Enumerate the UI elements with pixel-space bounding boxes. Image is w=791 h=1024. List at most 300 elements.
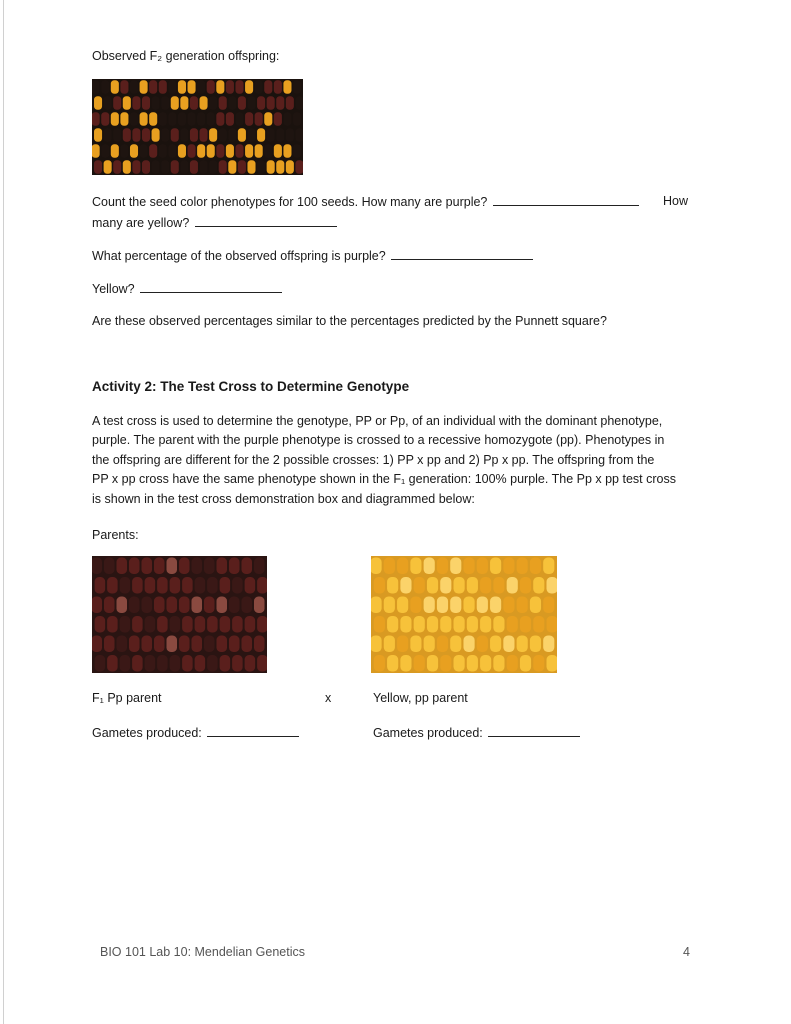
corn-kernel (159, 144, 167, 157)
corn-kernel (467, 655, 478, 671)
corn-kernel (132, 616, 143, 632)
corn-kernel (182, 616, 193, 632)
corn-kernel (283, 80, 291, 93)
corn-kernel (107, 616, 118, 632)
corn-kernel (283, 112, 291, 125)
corn-kernel (440, 577, 451, 593)
corn-kernel (200, 128, 208, 141)
corn-kernel (533, 616, 544, 632)
corn-kernel (92, 558, 102, 574)
corn-kernel (267, 160, 275, 173)
corn-kernel (238, 160, 246, 173)
corn-kernel (179, 597, 190, 613)
gametes-right-blank[interactable] (488, 724, 580, 737)
percent-yellow-blank[interactable] (140, 280, 282, 293)
corn-kernel (293, 144, 301, 157)
corn-kernel (255, 112, 263, 125)
corn-kernel (217, 597, 228, 613)
corn-kernel (440, 616, 451, 632)
corn-kernel (190, 160, 198, 173)
page-number: 4 (683, 945, 690, 959)
corn-kernel (167, 558, 178, 574)
corn-kernel (397, 558, 408, 574)
corn-kernel (374, 577, 385, 593)
corn-kernel (400, 616, 411, 632)
corn-kernel (170, 616, 181, 632)
corn-kernel (142, 597, 153, 613)
corn-kernel (543, 597, 554, 613)
corn-kernel (264, 80, 272, 93)
yellow-count-blank[interactable] (195, 214, 337, 227)
observed-f2-label: Observed F₂ generation offspring: (92, 49, 280, 63)
corn-kernel (197, 80, 205, 93)
corn-kernel (477, 597, 488, 613)
corn-kernel (92, 80, 100, 93)
corn-kernel (161, 96, 169, 109)
corn-kernel (226, 144, 234, 157)
corn-kernel (257, 96, 265, 109)
corn-kernel (229, 558, 240, 574)
activity2-heading: Activity 2: The Test Cross to Determine Genotype (92, 379, 410, 394)
corn-kernel (454, 577, 465, 593)
corn-kernel (178, 80, 186, 93)
corn-kernel (414, 655, 425, 671)
corn-kernel (170, 577, 181, 593)
corn-kernel (170, 655, 181, 671)
corn-kernel (374, 655, 385, 671)
corn-kernel (190, 96, 198, 109)
corn-kernel (130, 144, 138, 157)
corn-kernel (95, 616, 106, 632)
purple-corn-photo (92, 556, 267, 673)
corn-kernel (424, 636, 435, 652)
corn-kernel (145, 616, 156, 632)
corn-kernel (547, 616, 557, 632)
yellow-percentage-question (92, 280, 282, 297)
corn-kernel (161, 160, 169, 173)
corn-kernel (149, 112, 157, 125)
gametes-left (92, 724, 299, 741)
corn-kernel (182, 577, 193, 593)
corn-kernel (410, 558, 421, 574)
corn-kernel (530, 636, 541, 652)
gametes-left-blank[interactable] (207, 724, 299, 737)
corn-kernel (117, 597, 128, 613)
corn-kernel (517, 636, 528, 652)
corn-kernel (197, 112, 205, 125)
corn-kernel (427, 577, 438, 593)
corn-kernel (220, 655, 231, 671)
corn-kernel (247, 128, 255, 141)
corn-kernel (286, 96, 294, 109)
corn-kernel (104, 636, 115, 652)
corn-kernel (493, 616, 504, 632)
corn-kernel (517, 558, 528, 574)
corn-kernel (104, 160, 112, 173)
corn-kernel (157, 577, 168, 593)
corn-kernel (410, 597, 421, 613)
yellow-count-text: many are yellow? (92, 216, 190, 230)
corn-kernel (192, 597, 203, 613)
corn-kernel (107, 577, 118, 593)
corn-kernel (180, 128, 188, 141)
corn-kernel (226, 80, 234, 93)
corn-kernel (242, 597, 253, 613)
corn-kernel (92, 636, 102, 652)
corn-kernel (257, 128, 265, 141)
corn-kernel (477, 636, 488, 652)
corn-kernel (235, 112, 243, 125)
corn-kernel (467, 616, 478, 632)
corn-kernel (400, 577, 411, 593)
corn-kernel (440, 655, 451, 671)
corn-kernel (179, 636, 190, 652)
corn-kernel (437, 636, 448, 652)
corn-kernel (437, 597, 448, 613)
corn-kernel (157, 616, 168, 632)
corn-kernel (503, 558, 514, 574)
corn-kernel (182, 655, 193, 671)
corn-kernel (286, 128, 294, 141)
corn-kernel (463, 597, 474, 613)
corn-kernel (123, 96, 131, 109)
corn-kernel (228, 128, 236, 141)
corn-kernel (480, 616, 491, 632)
corn-kernel (104, 558, 115, 574)
corn-kernel (168, 144, 176, 157)
corn-kernel (295, 128, 303, 141)
corn-kernel (92, 597, 102, 613)
paragraph-line: is shown in the test cross demonstration box and diagrammed below: (92, 491, 475, 506)
corn-kernel (149, 144, 157, 157)
corn-kernel (140, 80, 148, 93)
corn-kernel (547, 577, 557, 593)
corn-kernel (207, 577, 218, 593)
corn-kernel (384, 558, 395, 574)
corn-kernel (92, 112, 100, 125)
corn-kernel (397, 636, 408, 652)
corn-kernel (274, 112, 282, 125)
yellow-percentage-text: Yellow? (92, 282, 135, 296)
corn-kernel (192, 558, 203, 574)
corn-kernel (493, 655, 504, 671)
corn-kernel (113, 96, 121, 109)
corn-kernel (520, 616, 531, 632)
parents-label: Parents: (92, 528, 139, 542)
corn-kernel (130, 112, 138, 125)
corn-kernel (424, 597, 435, 613)
corn-kernel (145, 577, 156, 593)
corn-kernel (493, 577, 504, 593)
yellow-count-question (92, 214, 337, 231)
corn-kernel (424, 558, 435, 574)
corn-background (92, 556, 267, 673)
corn-kernel (204, 558, 215, 574)
corn-kernel (142, 160, 150, 173)
corn-kernel (427, 655, 438, 671)
yellow-corn-photo (371, 556, 557, 673)
corn-kernel (414, 616, 425, 632)
corn-kernel (159, 112, 167, 125)
percentage-question-text: What percentage of the observed offspring is purple? (92, 249, 386, 263)
corn-kernel (216, 80, 224, 93)
corn-kernel (490, 597, 501, 613)
corn-kernel (232, 616, 243, 632)
corn-kernel (200, 160, 208, 173)
corn-kernel (142, 558, 153, 574)
corn-kernel (533, 577, 544, 593)
corn-kernel (274, 144, 282, 157)
corn-kernel (384, 597, 395, 613)
corn-kernel (104, 128, 112, 141)
corn-kernel (293, 112, 301, 125)
corn-kernel (520, 655, 531, 671)
corn-kernel (229, 636, 240, 652)
corn-kernel (245, 616, 256, 632)
corn-kernel (219, 128, 227, 141)
corn-kernel (129, 597, 140, 613)
corn-kernel (427, 616, 438, 632)
corn-kernel (104, 96, 112, 109)
corn-kernel (276, 160, 284, 173)
gametes-right (373, 724, 580, 741)
corn-kernel (220, 616, 231, 632)
corn-kernel (154, 597, 165, 613)
corn-kernel (188, 80, 196, 93)
corn-kernel (520, 577, 531, 593)
corn-kernel (286, 160, 294, 173)
corn-kernel (219, 160, 227, 173)
corn-kernel (157, 655, 168, 671)
corn-kernel (204, 636, 215, 652)
corn-kernel (94, 160, 102, 173)
corn-kernel (111, 144, 119, 157)
corn-kernel (255, 144, 263, 157)
corn-kernel (117, 558, 128, 574)
corn-kernel (387, 655, 398, 671)
corn-kernel (95, 655, 106, 671)
corn-kernel (197, 144, 205, 157)
corn-kernel (192, 636, 203, 652)
corn-kernel (101, 144, 109, 157)
corn-kernel (235, 80, 243, 93)
corn-kernel (247, 160, 255, 173)
corn-kernel (132, 96, 140, 109)
corn-kernel (209, 160, 217, 173)
corn-kernel (216, 144, 224, 157)
paragraph-line: PP x pp cross have the same phenotype shown in the F₁ generation: 100% purple. The Pp x pp test cross (92, 472, 676, 487)
corn-kernel (180, 160, 188, 173)
corn-kernel (130, 80, 138, 93)
corn-kernel (140, 144, 148, 157)
corn-kernel (274, 80, 282, 93)
corn-kernel (276, 128, 284, 141)
corn-kernel (142, 636, 153, 652)
corn-kernel (295, 160, 303, 173)
corn-kernel (257, 577, 267, 593)
corn-kernel (94, 128, 102, 141)
paragraph-line: A test cross is used to determine the genotype, PP or Pp, of an individual with the dominant phenotype, (92, 414, 663, 428)
corn-kernel (178, 144, 186, 157)
corn-kernel (267, 128, 275, 141)
corn-kernel (161, 128, 169, 141)
corn-kernel (207, 616, 218, 632)
corn-kernel (400, 655, 411, 671)
corn-kernel (149, 80, 157, 93)
corn-kernel (129, 558, 140, 574)
corn-kernel (387, 616, 398, 632)
similarity-question: Are these observed percentages similar to the percentages predicted by the Punnett square? (92, 314, 607, 328)
corn-kernel (490, 558, 501, 574)
left-parent-label: F₁ Pp parent (92, 691, 162, 705)
corn-kernel (264, 112, 272, 125)
corn-kernel (188, 144, 196, 157)
corn-kernel (235, 144, 243, 157)
corn-kernel (159, 80, 167, 93)
corn-kernel (463, 558, 474, 574)
corn-kernel (533, 655, 544, 671)
corn-kernel (168, 112, 176, 125)
corn-kernel (120, 655, 131, 671)
corn-kernel (95, 577, 106, 593)
corn-background (371, 556, 557, 673)
corn-kernel (101, 112, 109, 125)
corn-kernel (254, 597, 265, 613)
corn-kernel (111, 80, 119, 93)
corn-kernel (207, 80, 215, 93)
corn-kernel (180, 96, 188, 109)
corn-kernel (132, 128, 140, 141)
corn-kernel (245, 577, 256, 593)
corn-kernel (168, 80, 176, 93)
corn-kernel (450, 636, 461, 652)
corn-kernel (384, 636, 395, 652)
gametes-right-text: Gametes produced: (373, 726, 483, 740)
corn-kernel (145, 655, 156, 671)
corn-kernel (245, 80, 253, 93)
corn-kernel (397, 597, 408, 613)
corn-kernel (152, 96, 160, 109)
corn-kernel (503, 597, 514, 613)
gametes-left-text: Gametes produced: (92, 726, 202, 740)
corn-kernel (245, 655, 256, 671)
corn-kernel (171, 96, 179, 109)
count-question-how: How (663, 194, 689, 208)
corn-kernel (207, 112, 215, 125)
corn-kernel (454, 616, 465, 632)
corn-kernel (530, 558, 541, 574)
corn-kernel (107, 655, 118, 671)
corn-kernel (437, 558, 448, 574)
corn-kernel (543, 636, 554, 652)
corn-kernel (255, 80, 263, 93)
corn-kernel (450, 558, 461, 574)
corn-kernel (254, 558, 265, 574)
activity2-paragraph (92, 412, 704, 509)
corn-kernel (209, 96, 217, 109)
corn-kernel (171, 128, 179, 141)
corn-kernel (490, 636, 501, 652)
corn-kernel (132, 160, 140, 173)
corn-kernel (104, 597, 115, 613)
corn-kernel (543, 558, 554, 574)
corn-kernel (283, 144, 291, 157)
corn-kernel (238, 128, 246, 141)
corn-kernel (132, 577, 143, 593)
corn-kernel (371, 636, 382, 652)
corn-kernel (450, 597, 461, 613)
corn-kernel (117, 636, 128, 652)
corn-kernel (154, 558, 165, 574)
corn-kernel (480, 655, 491, 671)
corn-kernel (507, 577, 518, 593)
corn-kernel (120, 144, 128, 157)
corn-kernel (276, 96, 284, 109)
corn-kernel (111, 112, 119, 125)
corn-kernel (152, 128, 160, 141)
corn-kernel (140, 112, 148, 125)
corn-kernel (242, 636, 253, 652)
corn-kernel (232, 655, 243, 671)
corn-kernel (374, 616, 385, 632)
corn-kernel (142, 96, 150, 109)
corn-kernel (101, 80, 109, 93)
cross-symbol: x (325, 691, 332, 705)
corn-kernel (477, 558, 488, 574)
corn-kernel (132, 655, 143, 671)
corn-kernel (120, 80, 128, 93)
corn-kernel (267, 96, 275, 109)
corn-kernel (293, 80, 301, 93)
corn-kernel (467, 577, 478, 593)
corn-kernel (257, 160, 265, 173)
corn-kernel (195, 616, 206, 632)
corn-kernel (207, 144, 215, 157)
corn-kernel (217, 636, 228, 652)
corn-kernel (530, 597, 541, 613)
paragraph-line: purple. The parent with the purple phenotype is crossed to a recessive homozygote (pp). Phenotypes in (92, 433, 665, 448)
corn-kernel (209, 128, 217, 141)
percent-purple-blank[interactable] (391, 247, 533, 260)
corn-kernel (200, 96, 208, 109)
corn-kernel (242, 558, 253, 574)
percentage-question (92, 247, 533, 264)
corn-kernel (229, 597, 240, 613)
corn-kernel (220, 577, 231, 593)
corn-kernel (463, 636, 474, 652)
page-edge (3, 0, 4, 1024)
corn-kernel (94, 96, 102, 109)
corn-kernel (371, 597, 382, 613)
corn-kernel (480, 577, 491, 593)
corn-kernel (264, 144, 272, 157)
right-parent-label: Yellow, pp parent (373, 691, 468, 705)
corn-kernel (204, 597, 215, 613)
corn-kernel (238, 96, 246, 109)
corn-kernel (142, 128, 150, 141)
footer-title: BIO 101 Lab 10: Mendelian Genetics (100, 945, 305, 959)
corn-kernel (226, 112, 234, 125)
corn-kernel (123, 128, 131, 141)
purple-count-blank[interactable] (493, 193, 639, 206)
corn-kernel (167, 597, 178, 613)
corn-kernel (188, 112, 196, 125)
corn-kernel (507, 655, 518, 671)
corn-kernel (216, 112, 224, 125)
corn-kernel (371, 558, 382, 574)
corn-kernel (178, 112, 186, 125)
corn-kernel (92, 144, 100, 157)
